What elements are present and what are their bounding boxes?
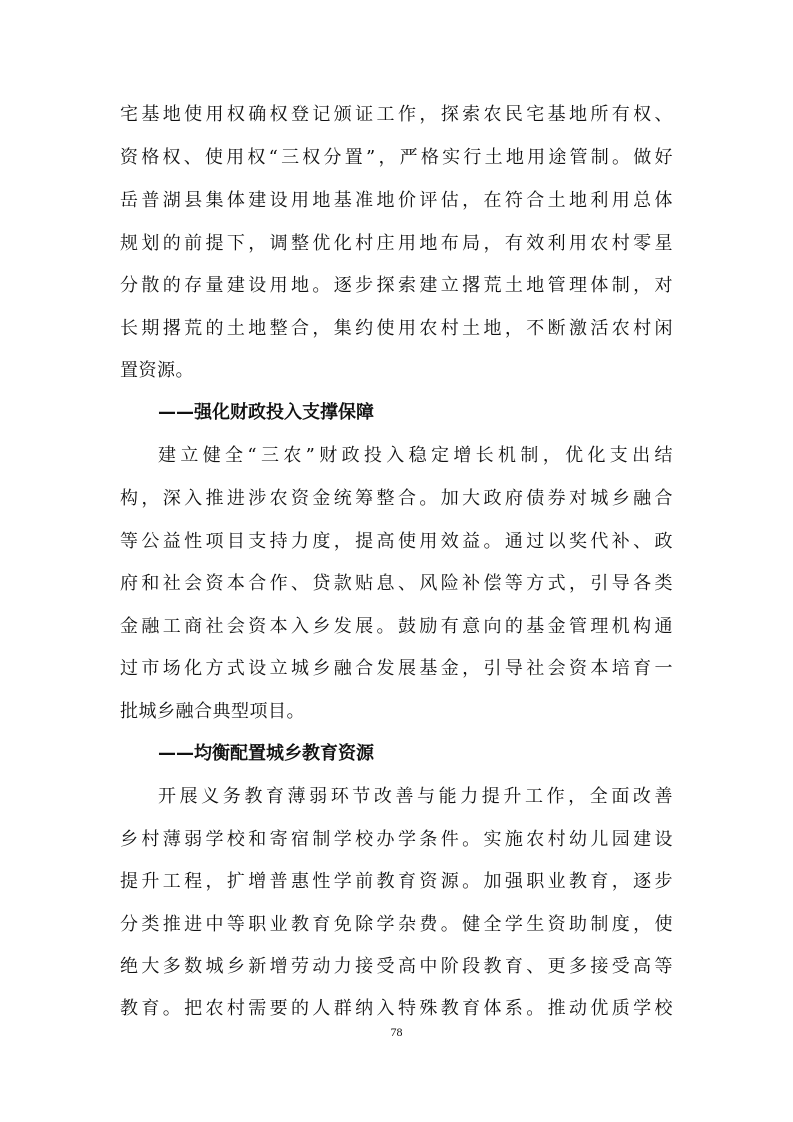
section-heading: ——强化财政投入支撑保障 — [158, 402, 374, 423]
body-text-line: 置资源。 — [120, 360, 194, 381]
body-text-line: 绝大多数城乡新增劳动力接受高中阶段教育、更多接受高等 — [120, 956, 673, 977]
body-text-line: 乡村薄弱学校和寄宿制学校办学条件。实施农村幼儿园建设 — [120, 829, 673, 850]
body-text-line: 府和社会资本合作、贷款贴息、风险补偿等方式，引导各类 — [120, 573, 673, 594]
body-text-line: 长期撂荒的土地整合，集约使用农村土地，不断激活农村闲 — [120, 318, 673, 339]
body-text-line: 批城乡融合典型项目。 — [120, 701, 305, 722]
body-text-line: 金融工商社会资本入乡发展。鼓励有意向的基金管理机构通 — [120, 616, 673, 637]
body-text-line: 分类推进中等职业教育免除学杂费。健全学生资助制度，使 — [120, 914, 673, 935]
body-text-line: 建立健全“三农”财政投入稳定增长机制，优化支出结 — [158, 445, 673, 466]
body-text-line: 宅基地使用权确权登记颁证工作，探索农民宅基地所有权、 — [120, 104, 673, 125]
body-text-line: 过市场化方式设立城乡融合发展基金，引导社会资本培育一 — [120, 658, 673, 679]
body-text-line: 资格权、使用权“三权分置”，严格实行土地用途管制。做好 — [120, 147, 673, 168]
body-text-line: 规划的前提下，调整优化村庄用地布局，有效利用农村零星 — [120, 233, 673, 254]
body-text-line: 提升工程，扩增普惠性学前教育资源。加强职业教育，逐步 — [120, 871, 673, 892]
section-heading: ——均衡配置城乡教育资源 — [158, 743, 374, 764]
body-text-line: 分散的存量建设用地。逐步探索建立撂荒土地管理体制，对 — [120, 275, 673, 296]
page-number: 78 — [390, 1025, 403, 1039]
body-text-line: 构，深入推进涉农资金统筹整合。加大政府债券对城乡融合 — [120, 488, 673, 509]
body-text-line: 开展义务教育薄弱环节改善与能力提升工作，全面改善 — [158, 786, 673, 807]
body-text-line: 等公益性项目支持力度，提高使用效益。通过以奖代补、政 — [120, 531, 673, 552]
body-text-line: 教育。把农村需要的人群纳入特殊教育体系。推动优质学校 — [120, 998, 673, 1019]
body-text-line: 岳普湖县集体建设用地基准地价评估，在符合土地利用总体 — [120, 190, 673, 211]
